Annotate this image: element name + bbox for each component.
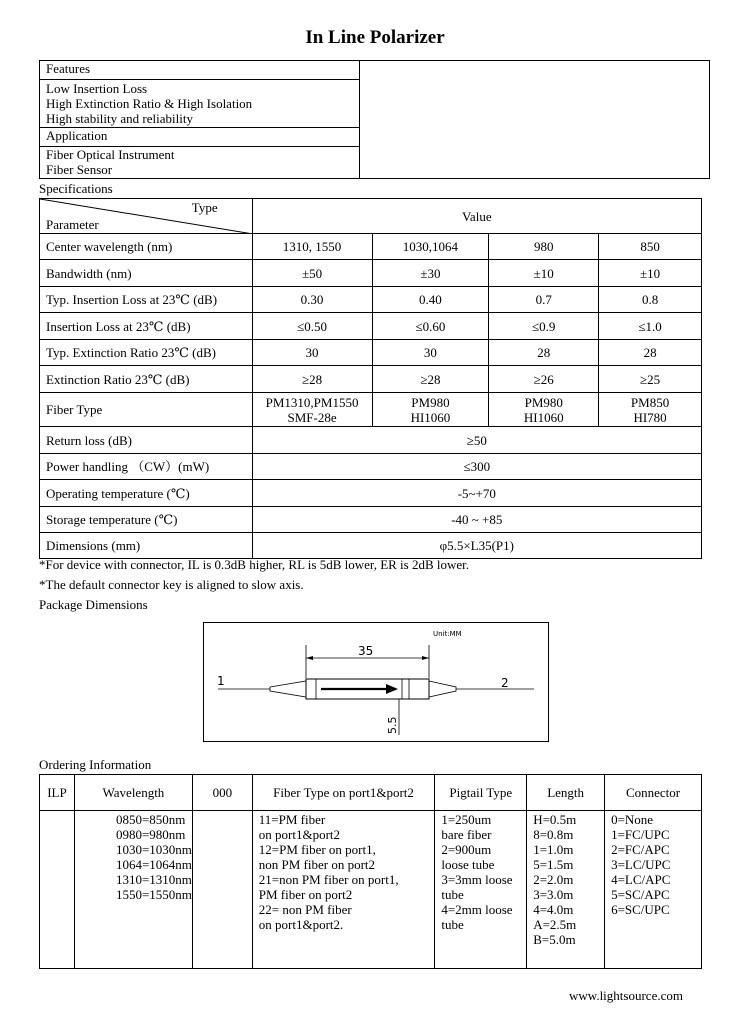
param-value: PM1310,PM1550 SMF-28e	[252, 393, 372, 427]
package-drawing	[203, 622, 549, 742]
param-value: PM980 HI1060	[372, 393, 489, 427]
param-name: Typ. Insertion Loss at 23℃ (dB)	[40, 287, 253, 313]
table-row	[40, 313, 702, 340]
package-dimensions-caption: Package Dimensions	[39, 597, 148, 612]
dim-arrow-left	[306, 656, 313, 660]
param-name: Insertion Loss at 23℃ (dB)	[40, 313, 253, 340]
param-value: 850	[599, 234, 702, 260]
ordering-cell: 0850=850nm 0980=980nm 1030=1030nm 1064=1064nm 1310=1310nm 1550=1550nm	[74, 811, 192, 969]
param-value: -40 ~ +85	[252, 507, 701, 533]
param-value: 30	[252, 340, 372, 366]
ordering-cell: 11=PM fiber on port1&port2 12=PM fiber on port1, non PM fiber on port2 21=non PM fiber on port1, PM fiber on port2 22= non PM fiber on port1&port2.	[252, 811, 435, 969]
port1-label: 1	[217, 674, 225, 688]
table-row	[40, 507, 702, 533]
type-parameter-cell	[40, 199, 253, 234]
ordering-header: Length	[527, 775, 605, 811]
param-value: ±10	[489, 260, 599, 287]
param-value: ≥28	[372, 366, 489, 393]
ordering-information-caption: Ordering Information	[39, 757, 152, 772]
param-name: Typ. Extinction Ratio 23℃ (dB)	[40, 340, 253, 366]
type-label: Type	[191, 200, 218, 215]
param-value: ≤0.9	[489, 313, 599, 340]
footer-website: www.lightsource.com	[569, 988, 683, 1003]
param-name: Extinction Ratio 23℃ (dB)	[40, 366, 253, 393]
ordering-cell	[192, 811, 252, 969]
param-value: PM850 HI780	[599, 393, 702, 427]
ordering-table	[39, 774, 702, 969]
table-row	[40, 393, 702, 427]
ordering-options-row	[40, 811, 702, 969]
port2-label: 2	[501, 676, 509, 690]
param-value: ≤1.0	[599, 313, 702, 340]
param-value: ≤0.50	[252, 313, 372, 340]
table-row	[40, 287, 702, 313]
table-row	[40, 480, 702, 507]
note-connector-key: *The default connector key is aligned to slow axis.	[39, 577, 304, 592]
param-value: ±30	[372, 260, 489, 287]
param-name: Center wavelength (nm)	[40, 234, 253, 260]
param-value: 0.30	[252, 287, 372, 313]
param-value: PM980 HI1060	[489, 393, 599, 427]
boot-left	[270, 681, 306, 697]
ordering-cell: 1=250um bare fiber 2=900um loose tube 3=3mm loose tube 4=2mm loose tube	[435, 811, 527, 969]
param-value: -5~+70	[252, 480, 701, 507]
param-value: ≤0.60	[372, 313, 489, 340]
param-name: Fiber Type	[40, 393, 253, 427]
param-value: 0.7	[489, 287, 599, 313]
ordering-header: Fiber Type on port1&port2	[252, 775, 435, 811]
ordering-header: 000	[192, 775, 252, 811]
diameter-label: 5.5	[386, 716, 399, 734]
table-row	[40, 427, 702, 454]
ordering-cell: H=0.5m 8=0.8m 1=1.0m 5=1.5m 2=2.0m 3=3.0m 4=4.0m A=2.5m B=5.0m	[527, 811, 605, 969]
parameter-label: Parameter	[46, 217, 99, 232]
boot-right	[429, 681, 456, 697]
param-value: 1310, 1550	[252, 234, 372, 260]
param-value: 1030,1064	[372, 234, 489, 260]
specifications-table	[39, 198, 702, 559]
param-name: Bandwidth (nm)	[40, 260, 253, 287]
application-list: Fiber Optical Instrument Fiber Sensor	[40, 147, 360, 179]
page-title: In Line Polarizer	[305, 27, 445, 48]
ordering-header: Connector	[605, 775, 702, 811]
ordering-header: Pigtail Type	[435, 775, 527, 811]
dim-arrow-right	[422, 656, 429, 660]
features-table	[39, 60, 710, 179]
table-row	[40, 533, 702, 559]
param-value: 28	[489, 340, 599, 366]
param-value: ≥25	[599, 366, 702, 393]
ordering-cell	[40, 811, 75, 969]
package-drawing-svg	[204, 623, 548, 741]
param-value: ≥50	[252, 427, 701, 454]
param-value: ±50	[252, 260, 372, 287]
note-connector: *For device with connector, IL is 0.3dB higher, RL is 5dB lower, ER is 2dB lower.	[39, 557, 470, 572]
param-name: Operating temperature (℃)	[40, 480, 253, 507]
param-value: 28	[599, 340, 702, 366]
length-label: 35	[358, 644, 374, 658]
table-row	[40, 260, 702, 287]
table-row	[40, 454, 702, 480]
table-row	[40, 340, 702, 366]
param-name: Storage temperature (℃)	[40, 507, 253, 533]
features-header: Features	[40, 61, 360, 80]
features-list: Low Insertion Loss High Extinction Ratio & High Isolation High stability and reliability	[40, 80, 360, 128]
features-blank-area	[359, 61, 709, 179]
unit-label: Unit:MM	[433, 630, 462, 638]
param-value: φ5.5×L35(P1)	[252, 533, 701, 559]
param-value: 980	[489, 234, 599, 260]
param-name: Power handling （CW）(mW)	[40, 454, 253, 480]
ordering-header-row	[40, 775, 702, 811]
param-name: Return loss (dB)	[40, 427, 253, 454]
specifications-caption: Specifications	[39, 181, 113, 196]
param-value: ±10	[599, 260, 702, 287]
value-header: Value	[252, 199, 701, 234]
param-value: 30	[372, 340, 489, 366]
table-row	[40, 366, 702, 393]
param-value: ≥28	[252, 366, 372, 393]
application-header: Application	[40, 128, 360, 147]
param-value: 0.8	[599, 287, 702, 313]
ordering-header: Wavelength	[74, 775, 192, 811]
param-value: ≥26	[489, 366, 599, 393]
param-value: ≤300	[252, 454, 701, 480]
param-value: 0.40	[372, 287, 489, 313]
table-row	[40, 234, 702, 260]
ordering-header: ILP	[40, 775, 75, 811]
param-name: Dimensions (mm)	[40, 533, 253, 559]
ordering-cell: 0=None 1=FC/UPC 2=FC/APC 3=LC/UPC 4=LC/APC 5=SC/APC 6=SC/UPC	[605, 811, 702, 969]
